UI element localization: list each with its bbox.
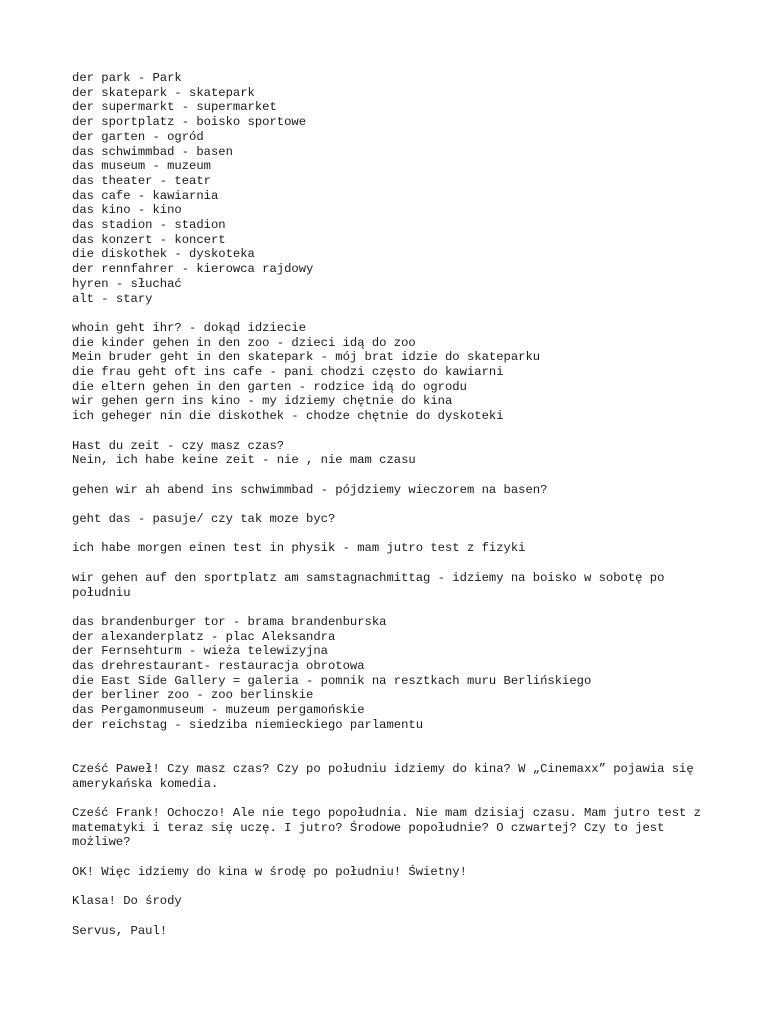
text-line: Cześć Frank! Ochoczo! Ale nie tego popołudnia. Nie mam dzisiaj czasu. Mam jutro test z matematyki i teraz się uczę. I jutro? Środowe popołudnie? O czwartej? Czy to jest możliwe?: [72, 806, 709, 850]
text-line: der sportplatz - boisko sportowe: [72, 115, 307, 130]
text-line: der alexanderplatz - plac Aleksandra: [72, 629, 336, 644]
sentences-going-places: [72, 321, 712, 424]
sentence-sportplatz: [72, 571, 712, 600]
text-line: die eltern gehen in den garten - rodzice idą do ogrodu: [72, 379, 467, 394]
text-line: der skatepark - skatepark: [72, 85, 255, 100]
sentence-fits: [72, 512, 712, 527]
text-line: der rennfahrer - kierowca rajdowy: [72, 262, 314, 277]
text-line: das museum - muzeum: [72, 159, 211, 174]
text-line: der supermarkt - supermarket: [72, 100, 277, 115]
sentence-swimming: [72, 483, 712, 498]
vocabulary-berlin: [72, 615, 712, 733]
text-line: die frau geht oft ins cafe - pani chodzi często do kawiarni: [72, 365, 504, 380]
text-line: das stadion - stadion: [72, 218, 226, 233]
text-line: das Pergamonmuseum - muzeum pergamońskie: [72, 703, 365, 718]
text-line: der park - Park: [72, 71, 182, 85]
text-line: ich habe morgen einen test in physik - mam jutro test z fizyki: [72, 541, 526, 556]
text-line: das drehrestaurant- restauracja obrotowa: [72, 659, 365, 674]
text-line: das cafe - kawiarnia: [72, 188, 219, 203]
text-line: der berliner zoo - zoo berlinskie: [72, 688, 314, 703]
text-line: der garten - ogród: [72, 129, 204, 144]
text-line: die kinder gehen in den zoo - dzieci idą do zoo: [72, 335, 416, 350]
letter-servus: [72, 924, 712, 939]
text-line: alt - stary: [72, 291, 153, 306]
text-line: das schwimmbad - basen: [72, 144, 233, 159]
text-line: das theater - teatr: [72, 173, 211, 188]
letter-frank: [72, 806, 712, 850]
text-line: Hast du zeit - czy masz czas?: [72, 438, 285, 453]
text-line: geht das - pasuje/ czy tak moze byc?: [72, 512, 336, 527]
sentence-test: [72, 541, 712, 556]
text-line: OK! Więc idziemy do kina w środę po południu! Świetny!: [72, 864, 467, 879]
text-line: Cześć Paweł! Czy masz czas? Czy po południu idziemy do kina? W „Cinemaxx” pojawia się amerykańska komedia.: [72, 761, 701, 791]
text-line: die East Side Gallery = galeria - pomnik na resztkach muru Berlińskiego: [72, 673, 592, 688]
text-line: wir gehen gern ins kino - my idziemy chętnie do kina: [72, 394, 453, 409]
dialogue-time: [72, 439, 712, 468]
text-line: hyren - słuchać: [72, 276, 182, 291]
text-line: der reichstag - siedziba niemieckiego parlamentu: [72, 717, 424, 732]
text-line: whoin geht ihr? - dokąd idziecie: [72, 320, 307, 335]
text-line: der Fernsehturm - wieża telewizyjna: [72, 644, 328, 659]
text-line: ich geheger nin die diskothek - chodze chętnie do dyskoteki: [72, 409, 504, 424]
document-body: [72, 71, 712, 953]
text-line: Mein bruder geht in den skatepark - mój brat idzie do skateparku: [72, 350, 541, 365]
text-line: Servus, Paul!: [72, 923, 168, 938]
text-line: die diskothek - dyskoteka: [72, 247, 255, 262]
text-line: wir gehen auf den sportplatz am samstagnachmittag - idziemy na boisko w sobotę po południu: [72, 570, 672, 600]
text-line: Klasa! Do środy: [72, 894, 182, 909]
vocabulary-places: [72, 71, 712, 306]
letter-klasa: [72, 894, 712, 909]
letter-ok: [72, 865, 712, 880]
text-line: das brandenburger tor - brama brandenburska: [72, 614, 387, 629]
text-line: Nein, ich habe keine zeit - nie , nie mam czasu: [72, 453, 416, 468]
text-line: das konzert - koncert: [72, 232, 226, 247]
letter-pawel: [72, 762, 712, 791]
text-line: gehen wir ah abend ins schwimmbad - pójdziemy wieczorem na basen?: [72, 482, 548, 497]
text-line: das kino - kino: [72, 203, 182, 218]
